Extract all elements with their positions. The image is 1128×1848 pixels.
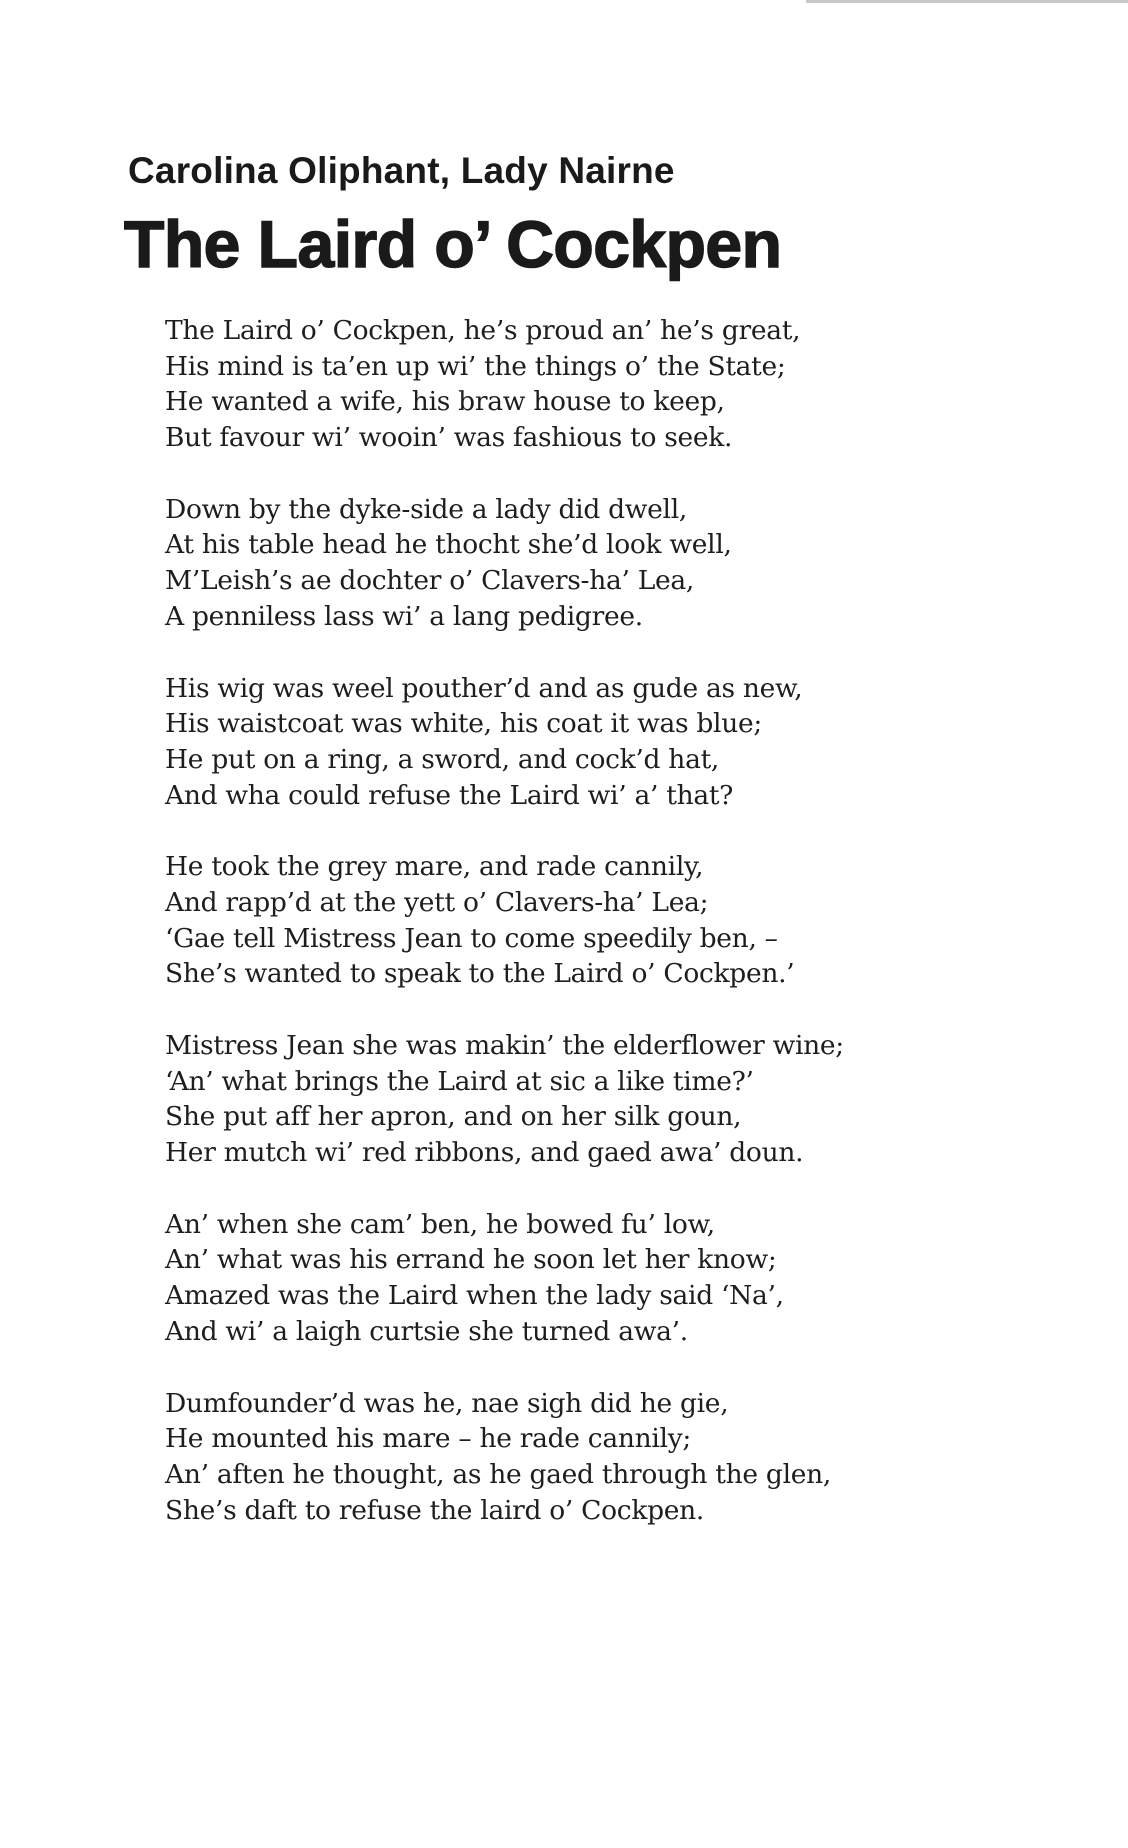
poem-line: At his table head he thocht she’d look well, <box>165 529 732 561</box>
poem-line: He put on a ring, a sword, and cock’d hat, <box>165 743 720 775</box>
stanza <box>165 671 1065 814</box>
stanza <box>165 849 1065 992</box>
stanza <box>165 492 1065 635</box>
poem-line: Down by the dyke-side a lady did dwell, <box>165 493 688 525</box>
poem-line: He took the grey mare, and rade cannily, <box>165 851 704 883</box>
poem-line: He mounted his mare – he rade cannily; <box>165 1423 692 1455</box>
poem-line: She’s daft to refuse the laird o’ Cockpen. <box>165 1494 705 1526</box>
poem-title: The Laird o’ Cockpen <box>124 207 782 281</box>
poem-line: ‘An’ what brings the Laird at sic a like time?’ <box>165 1065 754 1097</box>
poem-line: Dumfounder’d was he, nae sigh did he gie, <box>165 1387 729 1419</box>
poem-line: Mistress Jean she was makin’ the elderflower wine; <box>165 1030 844 1061</box>
stanza <box>165 1386 1065 1529</box>
poem-line: And wha could refuse the Laird wi’ a’ that? <box>165 779 734 811</box>
poem-line: His mind is ta’en up wi’ the things o’ the State; <box>165 350 786 382</box>
stanza <box>165 1028 1065 1171</box>
poem-line: But favour wi’ wooin’ was fashious to seek. <box>165 422 733 454</box>
poem-line: M’Leish’s ae dochter o’ Clavers-ha’ Lea, <box>165 565 695 597</box>
poem-line: She put aff her apron, and on her silk goun, <box>165 1101 742 1133</box>
poem-author: Carolina Oliphant, Lady Nairne <box>128 150 675 191</box>
poem-line: Amazed was the Laird when the lady said ‘Na’, <box>165 1280 784 1312</box>
stanza <box>165 1207 1065 1350</box>
stanza <box>165 313 1065 456</box>
poem-line: A penniless lass wi’ a lang pedigree. <box>165 600 643 632</box>
poem-line: An’ what was his errand he soon let her know; <box>165 1244 777 1276</box>
poem-line: He wanted a wife, his braw house to keep, <box>165 386 725 418</box>
poem-line: His waistcoat was white, his coat it was blue; <box>165 708 762 740</box>
poem-line: ‘Gae tell Mistress Jean to come speedily ben, – <box>165 922 778 954</box>
poem-body <box>165 313 1065 1564</box>
poem-line: The Laird o’ Cockpen, he’s proud an’ he’s great, <box>165 315 801 346</box>
poem-line: She’s wanted to speak to the Laird o’ Cockpen.’ <box>165 958 795 990</box>
poem-line: And rapp’d at the yett o’ Clavers-ha’ Lea; <box>165 886 709 918</box>
poem-line: An’ when she cam’ ben, he bowed fu’ low, <box>165 1208 715 1240</box>
poem-line: And wi’ a laigh curtsie she turned awa’. <box>165 1315 688 1347</box>
poem-line: Her mutch wi’ red ribbons, and gaed awa’ doun. <box>165 1137 804 1169</box>
poem-line: His wig was weel pouther’d and as gude as new, <box>165 672 803 704</box>
poem-line: An’ aften he thought, as he gaed through the glen, <box>165 1458 832 1490</box>
